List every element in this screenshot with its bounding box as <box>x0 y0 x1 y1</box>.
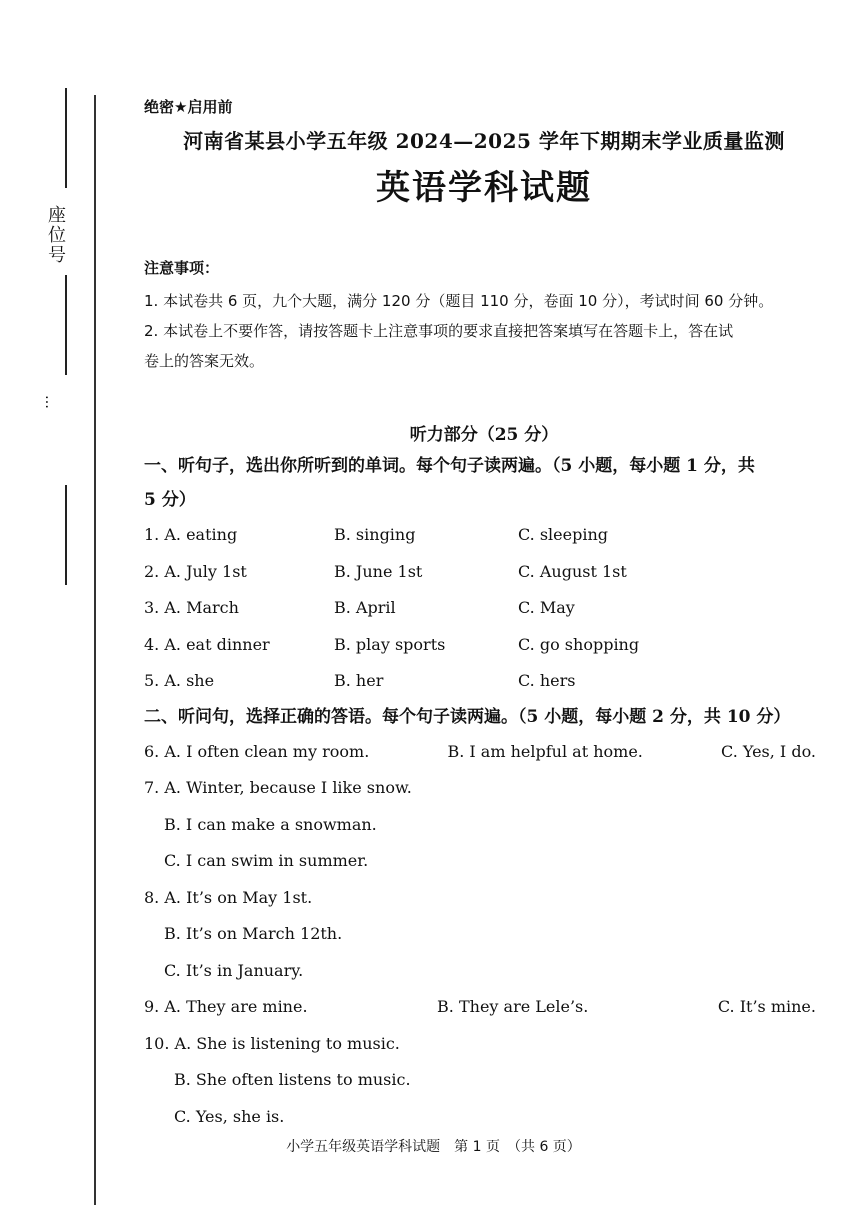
question-row <box>144 554 824 591</box>
section-one-title: 一、听句子，选出你所听到的单词。每个句子读两遍。（5 小题，每小题 1 分，共 <box>144 456 755 476</box>
confidential-mark: 绝密★启用前 <box>144 98 233 116</box>
option-a: 2. A. July 1st <box>144 561 247 581</box>
option-a: 1. A. eating <box>144 525 238 544</box>
option-b: B. I can make a snowman. <box>164 814 377 834</box>
option-a: 10. A. She is listening to music. <box>144 1033 400 1053</box>
binding-margin-line <box>65 485 67 585</box>
notice-item: 卷上的答案无效。 <box>144 352 265 370</box>
question-row <box>144 989 816 1026</box>
option-c: C. It’s mine. <box>717 997 816 1016</box>
option-c: C. hers <box>518 671 576 690</box>
page-footer: 小学五年级英语学科试题 第 1 页 （共 6 页） <box>286 1139 581 1155</box>
margin-mark: … <box>42 395 58 413</box>
option-a: 7. A. Winter, because I like snow. <box>144 778 412 797</box>
binding-margin-line <box>65 88 67 188</box>
option-b: B. I am helpful at home. <box>447 741 643 761</box>
option-c: C. Yes, I do. <box>721 741 816 761</box>
question-row <box>144 663 824 700</box>
binding-line <box>94 95 96 1205</box>
option-b: B. It’s on March 12th. <box>164 924 343 943</box>
option-c: C. Yes, she is. <box>174 1106 285 1126</box>
option-a: 8. A. It’s on May 1st. <box>144 887 313 907</box>
listening-part-title: 听力部分（25 分） <box>409 425 559 445</box>
binding-margin-line <box>65 275 67 375</box>
option-a: 6. A. I often clean my room. <box>144 741 370 761</box>
question-row <box>144 517 824 554</box>
section-one-title-cont: 5 分） <box>144 490 196 510</box>
exam-page <box>144 96 824 1135</box>
option-b: B. singing <box>334 525 416 544</box>
option-c: C. May <box>518 598 575 617</box>
option-c: C. I can swim in summer. <box>164 851 369 870</box>
option-b: B. They are Lele’s. <box>437 997 589 1016</box>
option-b: B. her <box>334 671 384 690</box>
option-a: 9. A. They are mine. <box>144 997 308 1016</box>
notice-block <box>144 257 824 376</box>
subject-title: 英语学科试题 <box>376 168 592 208</box>
option-b: B. She often listens to music. <box>174 1070 411 1089</box>
option-c: C. sleeping <box>518 525 609 544</box>
question-row <box>144 734 816 771</box>
exam-title: 河南省某县小学五年级 2024—2025 学年下期期末学业质量监测 <box>183 129 785 153</box>
question-row <box>144 627 824 664</box>
option-a: 3. A. March <box>144 598 239 617</box>
section-two <box>144 700 824 1136</box>
notice-item: 1. 本试卷共 6 页，九个大题，满分 120 分（题目 110 分，卷面 10 分），考试时间 60 分钟。 <box>144 292 774 310</box>
section-two-title: 二、听问句，选择正确的答语。每个句子读两遍。（5 小题，每小题 2 分，共 10 分） <box>144 706 791 727</box>
option-c: C. It’s in January. <box>164 960 304 980</box>
option-b: B. April <box>334 598 396 617</box>
option-a: 4. A. eat dinner <box>144 634 270 654</box>
notice-item: 2. 本试卷上不要作答，请按答题卡上注意事项的要求直接把答案填写在答题卡上，答在试 <box>144 322 734 340</box>
section-one <box>144 449 824 700</box>
option-c: C. go shopping <box>518 634 640 654</box>
option-c: C. August 1st <box>518 561 627 581</box>
question-row <box>144 590 824 627</box>
option-b: B. June 1st <box>334 561 423 581</box>
option-b: B. play sports <box>334 634 446 654</box>
notice-heading: 注意事项： <box>144 259 220 277</box>
seat-number-label: 座位号 <box>45 205 66 265</box>
option-a: 5. A. she <box>144 671 215 690</box>
